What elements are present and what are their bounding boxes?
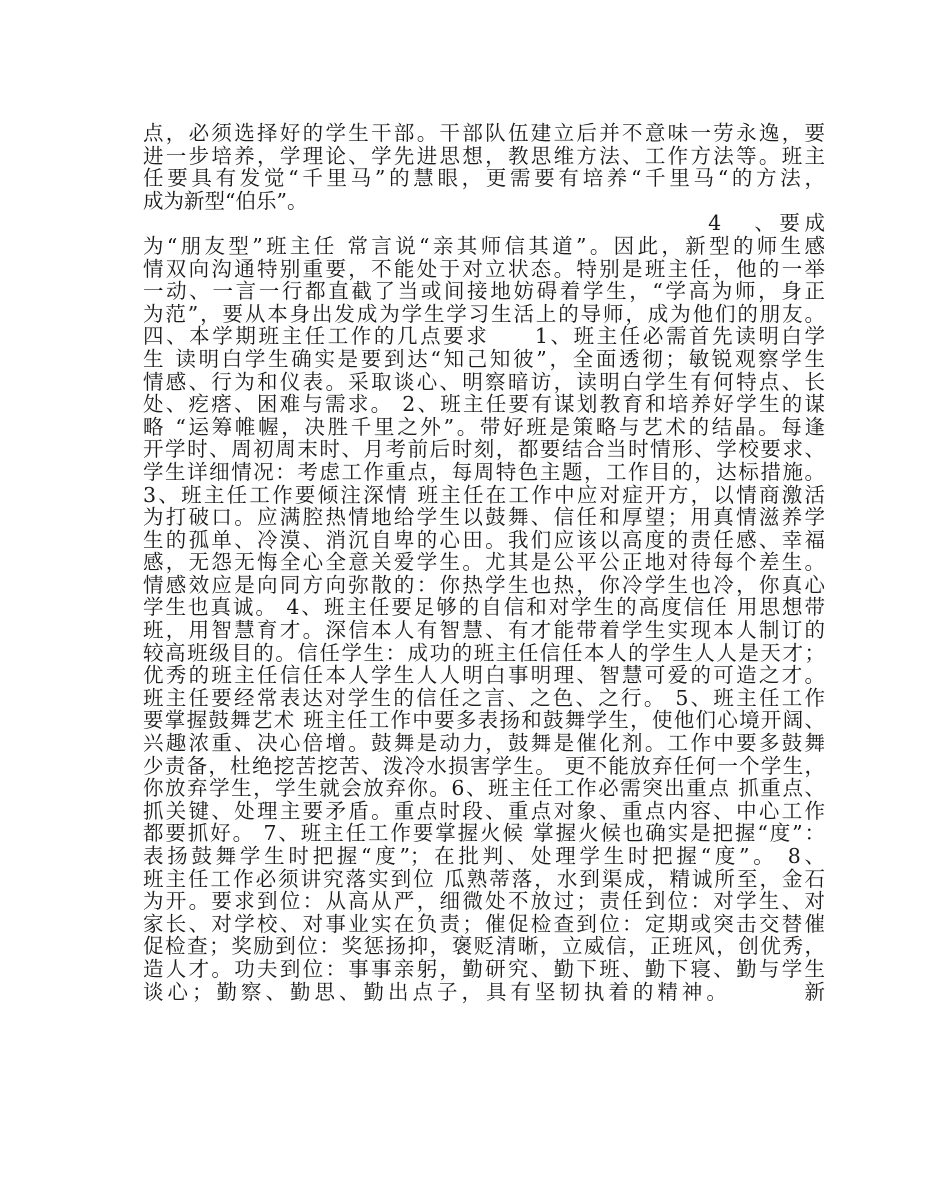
- text-line: 谈心；勤察、勤思、勤出点子，具有坚韧执着的精神。 新: [143, 979, 825, 1004]
- text-line: 要掌握鼓舞艺术 班主任工作中要多表扬和鼓舞学生，使他们心境开阔、: [143, 708, 825, 733]
- body-text: [143, 122, 825, 1003]
- text-line: 你放弃学生，学生就会放弃你。6、班主任工作必需突出重点 抓重点、: [143, 776, 825, 801]
- text-line: 成为新型“伯乐”。: [143, 188, 308, 213]
- text-line: 情双向沟通特别重要，不能处于对立状态。特别是班主任，他的一举: [143, 256, 825, 281]
- text-line: 为打破口。应满腔热情地给学生以鼓舞、信任和厚望；用真情滋养学: [143, 505, 825, 530]
- text-line: 生 读明白学生确实是要到达“知己知彼”，全面透彻；敏锐观察学生: [143, 346, 825, 371]
- text-line: 兴趣浓重、决心倍增。鼓舞是动力，鼓舞是催化剂。工作中要多鼓舞: [143, 731, 825, 756]
- text-line: 点，必须选择好的学生干部。干部队伍建立后并不意味一劳永逸，要: [143, 121, 825, 145]
- text-line: 优秀的班主任信任本人学生人人明白事明理、智慧可爱的可造之才。: [143, 663, 825, 688]
- text-line: 班，用智慧育才。深信本人有智慧、有才能带着学生实现本人制订的: [143, 618, 825, 643]
- text-line: 一动、一言一行都直截了当或间接地妨碍着学生，“学高为师，身正: [143, 279, 825, 304]
- text-line: 较高班级目的。信任学生：成功的班主任信任本人的学生人人是天才；: [143, 640, 825, 665]
- text-line: 表扬鼓舞学生时把握“度”；在批判、处理学生时把握“度”。 8、: [143, 844, 825, 868]
- text-line: 处、疙瘩、困难与需求。 2、班主任要有谋划教育和培养好学生的谋: [143, 392, 825, 417]
- text-line: 四、本学期班主任工作的几点要求 1、班主任必需首先读明白学: [143, 324, 825, 349]
- text-line: 生的孤单、冷漠、消沉自卑的心田。我们应该以高度的责任感、幸福: [143, 527, 825, 552]
- text-line: 进一步培养，学理论、学先进思想，教思维方法、工作方法等。班主: [143, 143, 825, 168]
- text-line: 促检查；奖励到位：奖惩扬抑，褒贬清晰，立威信，正班风，创优秀，: [143, 934, 825, 959]
- text-line: 抓关键、处理主要矛盾。重点时段、重点对象、重点内容、中心工作: [143, 798, 825, 823]
- text-line: 开学时、周初周末时、月考前后时刻，都要结合当时情形、学校要求、: [143, 437, 825, 462]
- text-line: 班主任工作必须讲究落实到位 瓜熟蒂落，水到渠成，精诚所至，金石: [143, 866, 825, 891]
- text-line: 为开。要求到位：从高从严，细微处不放过；责任到位：对学生、对: [143, 889, 825, 914]
- text-line: 学生也真诚。 4、班主任要足够的自信和对学生的高度信任 用思想带: [143, 595, 825, 620]
- text-line: 3、班主任工作要倾注深情 班主任在工作中应对症开方，以情商激活: [143, 482, 825, 507]
- text-line: 情感效应是向同方向弥散的：你热学生也热，你冷学生也冷，你真心: [143, 572, 825, 597]
- text-line: 班主任要经常表达对学生的信任之言、之色、之行。 5、班主任工作: [143, 685, 825, 710]
- text-line: 为范”，要从本身出发成为学生学习生活上的导师，成为他们的朋友。: [143, 301, 825, 326]
- text-line: 少责备，杜绝挖苦挖苦、泼冷水损害学生。 更不能放弃任何一个学生，: [143, 753, 825, 778]
- text-line: 都要抓好。 7、班主任工作要掌握火候 掌握火候也确实是把握“度”：: [143, 821, 825, 846]
- text-line: 略 “运筹帷幄，决胜千里之外”。带好班是策略与艺术的结晶。每逢: [143, 414, 825, 439]
- text-line: 任要具有发觉“千里马”的慧眼，更需要有培养“千里马“的方法，: [143, 166, 825, 191]
- text-line: 4 、要成: [143, 211, 825, 236]
- text-line: 造人才。功夫到位：事事亲躬，勤研究、勤下班、勤下寝、勤与学生: [143, 956, 825, 981]
- text-line: 感，无怨无悔全心全意关爱学生。尤其是公平公正地对待每个差生。: [143, 550, 825, 575]
- text-line: 为“朋友型”班主任 常言说“亲其师信其道”。因此，新型的师生感: [143, 233, 825, 258]
- text-line: 情感、行为和仪表。采取谈心、明察暗访，读明白学生有何特点、长: [143, 369, 825, 394]
- text-line: 家长、对学校、对事业实在负责；催促检查到位：定期或突击交替催: [143, 911, 825, 936]
- text-line: 学生详细情况：考虑工作重点，每周特色主题，工作目的，达标措施。: [143, 459, 825, 484]
